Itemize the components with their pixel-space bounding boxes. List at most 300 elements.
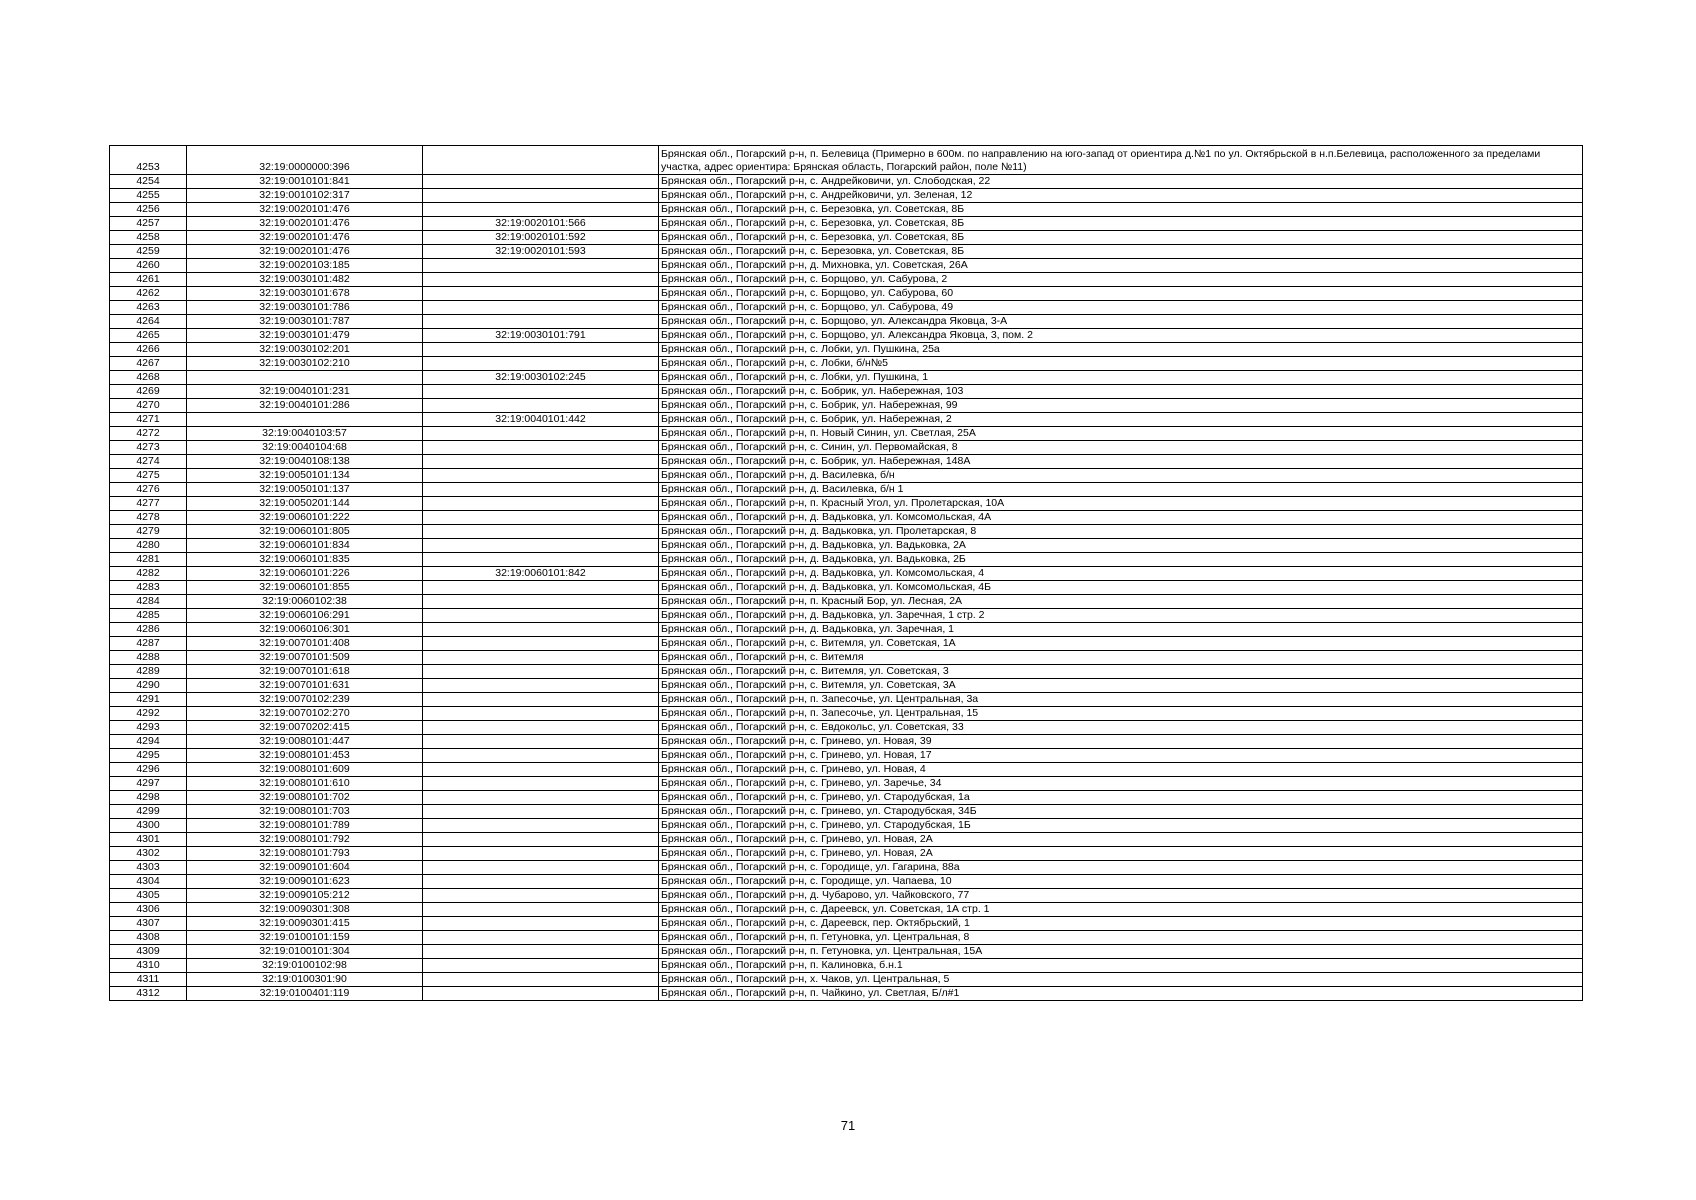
cell-cadastral-number: 32:19:0100301:90	[187, 973, 423, 987]
cell-address: Брянская обл., Погарский р-н, с. Борщово, ул. Сабурова, 49	[659, 301, 1583, 315]
cell-cadastral-number-2	[423, 357, 659, 371]
cell-cadastral-number: 32:19:0080101:789	[187, 819, 423, 833]
cell-cadastral-number-2	[423, 609, 659, 623]
table-row	[110, 805, 1583, 819]
cell-number: 4295	[110, 749, 187, 763]
cell-address: Брянская обл., Погарский р-н, п. Новый Синин, ул. Светлая, 25А	[659, 427, 1583, 441]
table-row	[110, 833, 1583, 847]
cell-cadastral-number-2	[423, 833, 659, 847]
cell-address: Брянская обл., Погарский р-н, с. Городище, ул. Чапаева, 10	[659, 875, 1583, 889]
table-row	[110, 889, 1583, 903]
table-row	[110, 903, 1583, 917]
cell-number: 4272	[110, 427, 187, 441]
cell-cadastral-number: 32:19:0060101:222	[187, 511, 423, 525]
cell-cadastral-number-2	[423, 385, 659, 399]
cell-cadastral-number-2	[423, 959, 659, 973]
cell-address: Брянская обл., Погарский р-н, с. Березовка, ул. Советская, 8Б	[659, 245, 1583, 259]
table-row	[110, 735, 1583, 749]
cell-address: Брянская обл., Погарский р-н, п. Чайкино, ул. Светлая, Б/л#1	[659, 987, 1583, 1001]
cell-number: 4261	[110, 273, 187, 287]
cell-cadastral-number: 32:19:0030101:482	[187, 273, 423, 287]
cell-cadastral-number-2	[423, 777, 659, 791]
cell-number: 4274	[110, 455, 187, 469]
cell-cadastral-number: 32:19:0060106:291	[187, 609, 423, 623]
cell-number: 4310	[110, 959, 187, 973]
cell-cadastral-number-2	[423, 819, 659, 833]
cell-cadastral-number: 32:19:0000000:396	[187, 146, 423, 175]
table-row	[110, 427, 1583, 441]
cell-address: Брянская обл., Погарский р-н, с. Бобрик, ул. Набережная, 99	[659, 399, 1583, 413]
table-row	[110, 203, 1583, 217]
cell-address: Брянская обл., Погарский р-н, д. Василевка, б/н 1	[659, 483, 1583, 497]
cell-cadastral-number-2	[423, 189, 659, 203]
cell-address: Брянская обл., Погарский р-н, с. Лобки, ул. Пушкина, 1	[659, 371, 1583, 385]
cell-cadastral-number-2	[423, 455, 659, 469]
cell-address: Брянская обл., Погарский р-н, с. Бобрик, ул. Набережная, 148А	[659, 455, 1583, 469]
cell-address: Брянская обл., Погарский р-н, с. Березовка, ул. Советская, 8Б	[659, 231, 1583, 245]
cell-cadastral-number: 32:19:0060101:226	[187, 567, 423, 581]
cell-cadastral-number-2	[423, 259, 659, 273]
cell-address: Брянская обл., Погарский р-н, с. Лобки, ул. Пушкина, 25а	[659, 343, 1583, 357]
cell-cadastral-number: 32:19:0080101:610	[187, 777, 423, 791]
table-row	[110, 301, 1583, 315]
cell-address: Брянская обл., Погарский р-н, п. Калиновка, б.н.1	[659, 959, 1583, 973]
cell-number: 4291	[110, 693, 187, 707]
table-row	[110, 931, 1583, 945]
registry-table	[109, 145, 1583, 1001]
table-row	[110, 399, 1583, 413]
cell-cadastral-number-2	[423, 889, 659, 903]
cell-cadastral-number: 32:19:0080101:703	[187, 805, 423, 819]
cell-address: Брянская обл., Погарский р-н, с. Гринево, ул. Новая, 2А	[659, 847, 1583, 861]
cell-cadastral-number: 32:19:0070101:408	[187, 637, 423, 651]
cell-number: 4253	[110, 146, 187, 175]
cell-cadastral-number: 32:19:0090301:308	[187, 903, 423, 917]
cell-address: Брянская обл., Погарский р-н, с. Дареевск, ул. Советская, 1А стр. 1	[659, 903, 1583, 917]
table-row	[110, 707, 1583, 721]
cell-address: Брянская обл., Погарский р-н, х. Чаков, ул. Центральная, 5	[659, 973, 1583, 987]
table-row	[110, 749, 1583, 763]
cell-cadastral-number-2	[423, 595, 659, 609]
table-row	[110, 525, 1583, 539]
cell-address: Брянская обл., Погарский р-н, д. Вадьковка, ул. Заречная, 1	[659, 623, 1583, 637]
cell-address: Брянская обл., Погарский р-н, с. Бобрик, ул. Набережная, 103	[659, 385, 1583, 399]
cell-cadastral-number: 32:19:0040101:231	[187, 385, 423, 399]
cell-cadastral-number	[187, 371, 423, 385]
cell-address: Брянская обл., Погарский р-н, с. Витемля, ул. Советская, 3А	[659, 679, 1583, 693]
cell-cadastral-number-2	[423, 497, 659, 511]
cell-cadastral-number-2	[423, 623, 659, 637]
table-row	[110, 945, 1583, 959]
cell-number: 4270	[110, 399, 187, 413]
cell-address: Брянская обл., Погарский р-н, с. Гринево, ул. Стародубская, 1а	[659, 791, 1583, 805]
cell-cadastral-number: 32:19:0020101:476	[187, 245, 423, 259]
table-row	[110, 651, 1583, 665]
cell-cadastral-number-2	[423, 581, 659, 595]
cell-address: Брянская обл., Погарский р-н, с. Борщово, ул. Сабурова, 60	[659, 287, 1583, 301]
cell-cadastral-number-2	[423, 707, 659, 721]
table-row	[110, 623, 1583, 637]
cell-number: 4286	[110, 623, 187, 637]
cell-cadastral-number: 32:19:0060106:301	[187, 623, 423, 637]
cell-number: 4256	[110, 203, 187, 217]
cell-cadastral-number-2	[423, 203, 659, 217]
cell-address: Брянская обл., Погарский р-н, с. Витемля, ул. Советская, 1А	[659, 637, 1583, 651]
cell-address: Брянская обл., Погарский р-н, с. Гринево, ул. Стародубская, 34Б	[659, 805, 1583, 819]
cell-number: 4290	[110, 679, 187, 693]
cell-number: 4289	[110, 665, 187, 679]
cell-cadastral-number-2: 32:19:0040101:442	[423, 413, 659, 427]
table-row	[110, 385, 1583, 399]
cell-cadastral-number: 32:19:0080101:792	[187, 833, 423, 847]
cell-number: 4265	[110, 329, 187, 343]
cell-number: 4255	[110, 189, 187, 203]
table-row	[110, 469, 1583, 483]
cell-cadastral-number-2	[423, 917, 659, 931]
cell-cadastral-number-2	[423, 861, 659, 875]
cell-number: 4281	[110, 553, 187, 567]
cell-cadastral-number: 32:19:0050101:134	[187, 469, 423, 483]
cell-address: Брянская обл., Погарский р-н, с. Витемля	[659, 651, 1583, 665]
table-row	[110, 539, 1583, 553]
cell-number: 4299	[110, 805, 187, 819]
cell-number: 4307	[110, 917, 187, 931]
cell-cadastral-number: 32:19:0070101:618	[187, 665, 423, 679]
cell-cadastral-number-2	[423, 805, 659, 819]
cell-cadastral-number: 32:19:0020101:476	[187, 217, 423, 231]
cell-number: 4287	[110, 637, 187, 651]
cell-cadastral-number: 32:19:0040103:57	[187, 427, 423, 441]
cell-address: Брянская обл., Погарский р-н, с. Дареевск, пер. Октябрьский, 1	[659, 917, 1583, 931]
cell-cadastral-number: 32:19:0090101:604	[187, 861, 423, 875]
cell-cadastral-number-2	[423, 637, 659, 651]
cell-address: Брянская обл., Погарский р-н, д. Михновка, ул. Советская, 26А	[659, 259, 1583, 273]
cell-cadastral-number: 32:19:0070101:509	[187, 651, 423, 665]
cell-cadastral-number-2	[423, 511, 659, 525]
cell-number: 4288	[110, 651, 187, 665]
cell-cadastral-number-2: 32:19:0020101:592	[423, 231, 659, 245]
cell-number: 4292	[110, 707, 187, 721]
table-row	[110, 595, 1583, 609]
cell-cadastral-number: 32:19:0050201:144	[187, 497, 423, 511]
cell-address: Брянская обл., Погарский р-н, п. Запесочье, ул. Центральная, 3а	[659, 693, 1583, 707]
cell-number: 4254	[110, 175, 187, 189]
table-row	[110, 553, 1583, 567]
cell-cadastral-number: 32:19:0070102:239	[187, 693, 423, 707]
cell-number: 4305	[110, 889, 187, 903]
cell-number: 4266	[110, 343, 187, 357]
cell-cadastral-number-2	[423, 973, 659, 987]
cell-cadastral-number: 32:19:0080101:447	[187, 735, 423, 749]
cell-number: 4280	[110, 539, 187, 553]
cell-cadastral-number-2	[423, 525, 659, 539]
cell-cadastral-number: 32:19:0100401:119	[187, 987, 423, 1001]
cell-number: 4300	[110, 819, 187, 833]
cell-cadastral-number-2	[423, 693, 659, 707]
cell-cadastral-number-2	[423, 987, 659, 1001]
cell-cadastral-number-2	[423, 469, 659, 483]
cell-cadastral-number: 32:19:0020103:185	[187, 259, 423, 273]
cell-address: Брянская обл., Погарский р-н, д. Вадьковка, ул. Комсомольская, 4Б	[659, 581, 1583, 595]
cell-cadastral-number: 32:19:0020101:476	[187, 203, 423, 217]
cell-cadastral-number-2	[423, 679, 659, 693]
cell-number: 4285	[110, 609, 187, 623]
table-row	[110, 483, 1583, 497]
table-row	[110, 329, 1583, 343]
cell-address: Брянская обл., Погарский р-н, д. Вадьковка, ул. Пролетарская, 8	[659, 525, 1583, 539]
cell-number: 4297	[110, 777, 187, 791]
cell-cadastral-number-2	[423, 749, 659, 763]
cell-address: Брянская обл., Погарский р-н, с. Гринево, ул. Новая, 39	[659, 735, 1583, 749]
cell-number: 4306	[110, 903, 187, 917]
cell-address: Брянская обл., Погарский р-н, с. Гринево, ул. Стародубская, 1Б	[659, 819, 1583, 833]
cell-number: 4267	[110, 357, 187, 371]
cell-number: 4303	[110, 861, 187, 875]
table-row	[110, 763, 1583, 777]
cell-cadastral-number-2	[423, 175, 659, 189]
cell-address: Брянская обл., Погарский р-н, с. Борщово, ул. Сабурова, 2	[659, 273, 1583, 287]
table-row	[110, 413, 1583, 427]
cell-cadastral-number: 32:19:0070101:631	[187, 679, 423, 693]
cell-cadastral-number-2	[423, 721, 659, 735]
table-row	[110, 959, 1583, 973]
cell-address: Брянская обл., Погарский р-н, с. Андрейковичи, ул. Зеленая, 12	[659, 189, 1583, 203]
cell-cadastral-number-2	[423, 427, 659, 441]
cell-cadastral-number: 32:19:0060101:805	[187, 525, 423, 539]
cell-number: 4273	[110, 441, 187, 455]
cell-address: Брянская обл., Погарский р-н, п. Гетуновка, ул. Центральная, 15А	[659, 945, 1583, 959]
cell-number: 4269	[110, 385, 187, 399]
cell-cadastral-number-2	[423, 791, 659, 805]
cell-address: Брянская обл., Погарский р-н, п. Гетуновка, ул. Центральная, 8	[659, 931, 1583, 945]
cell-address: Брянская обл., Погарский р-н, с. Городище, ул. Гагарина, 88а	[659, 861, 1583, 875]
cell-cadastral-number-2: 32:19:0030102:245	[423, 371, 659, 385]
table-row	[110, 146, 1583, 175]
cell-cadastral-number-2	[423, 273, 659, 287]
cell-number: 4298	[110, 791, 187, 805]
table-row	[110, 679, 1583, 693]
cell-cadastral-number: 32:19:0030102:201	[187, 343, 423, 357]
cell-cadastral-number: 32:19:0070102:270	[187, 707, 423, 721]
cell-cadastral-number: 32:19:0100101:304	[187, 945, 423, 959]
cell-number: 4263	[110, 301, 187, 315]
cell-number: 4309	[110, 945, 187, 959]
cell-number: 4279	[110, 525, 187, 539]
cell-cadastral-number-2	[423, 931, 659, 945]
cell-address: Брянская обл., Погарский р-н, с. Гринево, ул. Новая, 17	[659, 749, 1583, 763]
cell-number: 4308	[110, 931, 187, 945]
cell-cadastral-number: 32:19:0060101:855	[187, 581, 423, 595]
table-row	[110, 497, 1583, 511]
cell-cadastral-number-2	[423, 945, 659, 959]
table-row	[110, 175, 1583, 189]
cell-cadastral-number: 32:19:0030101:479	[187, 329, 423, 343]
cell-cadastral-number: 32:19:0040108:138	[187, 455, 423, 469]
cell-address: Брянская обл., Погарский р-н, с. Березовка, ул. Советская, 8Б	[659, 217, 1583, 231]
table-row	[110, 231, 1583, 245]
cell-cadastral-number: 32:19:0090105:212	[187, 889, 423, 903]
cell-cadastral-number: 32:19:0030101:787	[187, 315, 423, 329]
cell-address: Брянская обл., Погарский р-н, д. Вадьковка, ул. Вадьковка, 2А	[659, 539, 1583, 553]
cell-cadastral-number-2	[423, 483, 659, 497]
cell-cadastral-number: 32:19:0030101:786	[187, 301, 423, 315]
cell-cadastral-number-2	[423, 875, 659, 889]
cell-cadastral-number-2: 32:19:0020101:593	[423, 245, 659, 259]
cell-number: 4257	[110, 217, 187, 231]
cell-address: Брянская обл., Погарский р-н, п. Белевица (Примерно в 600м. по направлению на юго-запад от ориентира д.№1 по ул. Октябрьской в н.п.Белевица, расположенного за пределами участка, адрес ориентира: Брянская область, Погарский район, поле №11)	[659, 146, 1583, 175]
cell-number: 4304	[110, 875, 187, 889]
cell-cadastral-number: 32:19:0100101:159	[187, 931, 423, 945]
cell-cadastral-number: 32:19:0010101:841	[187, 175, 423, 189]
cell-cadastral-number: 32:19:0040104:68	[187, 441, 423, 455]
cell-cadastral-number-2	[423, 539, 659, 553]
cell-address: Брянская обл., Погарский р-н, п. Запесочье, ул. Центральная, 15	[659, 707, 1583, 721]
cell-number: 4277	[110, 497, 187, 511]
cell-cadastral-number-2	[423, 441, 659, 455]
cell-address: Брянская обл., Погарский р-н, д. Вадьковка, ул. Заречная, 1 стр. 2	[659, 609, 1583, 623]
table-row	[110, 287, 1583, 301]
cell-cadastral-number	[187, 413, 423, 427]
cell-cadastral-number: 32:19:0060101:835	[187, 553, 423, 567]
cell-address: Брянская обл., Погарский р-н, с. Борщово, ул. Александра Яковца, 3-А	[659, 315, 1583, 329]
table-row	[110, 189, 1583, 203]
cell-cadastral-number: 32:19:0060101:834	[187, 539, 423, 553]
cell-address: Брянская обл., Погарский р-н, с. Евдокольс, ул. Советская, 33	[659, 721, 1583, 735]
cell-cadastral-number-2	[423, 399, 659, 413]
cell-cadastral-number: 32:19:0010102:317	[187, 189, 423, 203]
cell-cadastral-number: 32:19:0080101:793	[187, 847, 423, 861]
registry-table-body	[110, 146, 1583, 1001]
cell-number: 4260	[110, 259, 187, 273]
cell-address: Брянская обл., Погарский р-н, д. Чубарово, ул. Чайковского, 77	[659, 889, 1583, 903]
cell-number: 4302	[110, 847, 187, 861]
cell-address: Брянская обл., Погарский р-н, д. Вадьковка, ул. Комсомольская, 4А	[659, 511, 1583, 525]
table-row	[110, 581, 1583, 595]
cell-number: 4283	[110, 581, 187, 595]
table-row	[110, 609, 1583, 623]
cell-address: Брянская обл., Погарский р-н, с. Лобки, б/н№5	[659, 357, 1583, 371]
cell-number: 4312	[110, 987, 187, 1001]
table-row	[110, 665, 1583, 679]
cell-address: Брянская обл., Погарский р-н, с. Борщово, ул. Александра Яковца, 3, пом. 2	[659, 329, 1583, 343]
cell-address: Брянская обл., Погарский р-н, с. Гринево, ул. Заречье, 34	[659, 777, 1583, 791]
cell-number: 4294	[110, 735, 187, 749]
cell-number: 4268	[110, 371, 187, 385]
table-row	[110, 245, 1583, 259]
page-number: 71	[840, 1118, 856, 1133]
table-row	[110, 315, 1583, 329]
table-row	[110, 721, 1583, 735]
cell-number: 4271	[110, 413, 187, 427]
table-row	[110, 819, 1583, 833]
cell-cadastral-number-2	[423, 763, 659, 777]
cell-cadastral-number-2	[423, 146, 659, 175]
cell-cadastral-number-2	[423, 553, 659, 567]
cell-number: 4259	[110, 245, 187, 259]
table-row	[110, 973, 1583, 987]
table-row	[110, 371, 1583, 385]
table-row	[110, 259, 1583, 273]
cell-address: Брянская обл., Погарский р-н, д. Василевка, б/н	[659, 469, 1583, 483]
cell-cadastral-number: 32:19:0100102:98	[187, 959, 423, 973]
cell-number: 4276	[110, 483, 187, 497]
cell-number: 4264	[110, 315, 187, 329]
cell-cadastral-number: 32:19:0020101:476	[187, 231, 423, 245]
table-row	[110, 273, 1583, 287]
table-row	[110, 343, 1583, 357]
table-row	[110, 357, 1583, 371]
cell-cadastral-number-2: 32:19:0020101:566	[423, 217, 659, 231]
cell-cadastral-number: 32:19:0060102:38	[187, 595, 423, 609]
cell-number: 4278	[110, 511, 187, 525]
cell-cadastral-number-2	[423, 301, 659, 315]
cell-number: 4275	[110, 469, 187, 483]
cell-cadastral-number-2	[423, 903, 659, 917]
cell-cadastral-number-2	[423, 665, 659, 679]
cell-address: Брянская обл., Погарский р-н, с. Бобрик, ул. Набережная, 2	[659, 413, 1583, 427]
table-row	[110, 637, 1583, 651]
cell-cadastral-number: 32:19:0090101:623	[187, 875, 423, 889]
cell-cadastral-number-2	[423, 315, 659, 329]
cell-address: Брянская обл., Погарский р-н, п. Красный Угол, ул. Пролетарская, 10А	[659, 497, 1583, 511]
cell-address: Брянская обл., Погарский р-н, с. Синин, ул. Первомайская, 8	[659, 441, 1583, 455]
cell-address: Брянская обл., Погарский р-н, с. Гринево, ул. Новая, 4	[659, 763, 1583, 777]
cell-cadastral-number-2	[423, 287, 659, 301]
cell-address: Брянская обл., Погарский р-н, с. Гринево, ул. Новая, 2А	[659, 833, 1583, 847]
table-row	[110, 791, 1583, 805]
table-row	[110, 693, 1583, 707]
cell-cadastral-number-2	[423, 735, 659, 749]
cell-number: 4262	[110, 287, 187, 301]
cell-cadastral-number-2: 32:19:0060101:842	[423, 567, 659, 581]
table-row	[110, 861, 1583, 875]
cell-cadastral-number: 32:19:0080101:453	[187, 749, 423, 763]
table-row	[110, 441, 1583, 455]
cell-cadastral-number-2: 32:19:0030101:791	[423, 329, 659, 343]
cell-cadastral-number: 32:19:0030102:210	[187, 357, 423, 371]
cell-cadastral-number-2	[423, 847, 659, 861]
cell-number: 4301	[110, 833, 187, 847]
cell-number: 4284	[110, 595, 187, 609]
cell-cadastral-number: 32:19:0050101:137	[187, 483, 423, 497]
cell-cadastral-number-2	[423, 343, 659, 357]
cell-number: 4282	[110, 567, 187, 581]
cell-cadastral-number-2	[423, 651, 659, 665]
table-row	[110, 847, 1583, 861]
cell-cadastral-number: 32:19:0090301:415	[187, 917, 423, 931]
cell-number: 4293	[110, 721, 187, 735]
cell-address: Брянская обл., Погарский р-н, с. Витемля, ул. Советская, 3	[659, 665, 1583, 679]
table-row	[110, 455, 1583, 469]
cell-address: Брянская обл., Погарский р-н, д. Вадьковка, ул. Комсомольская, 4	[659, 567, 1583, 581]
cell-address: Брянская обл., Погарский р-н, д. Вадьковка, ул. Вадьковка, 2Б	[659, 553, 1583, 567]
table-row	[110, 567, 1583, 581]
cell-cadastral-number: 32:19:0070202:415	[187, 721, 423, 735]
table-row	[110, 777, 1583, 791]
table-row	[110, 511, 1583, 525]
table-row	[110, 217, 1583, 231]
cell-cadastral-number: 32:19:0040101:286	[187, 399, 423, 413]
table-row	[110, 917, 1583, 931]
cell-cadastral-number: 32:19:0080101:702	[187, 791, 423, 805]
table-row	[110, 987, 1583, 1001]
cell-address: Брянская обл., Погарский р-н, п. Красный Бор, ул. Лесная, 2А	[659, 595, 1583, 609]
cell-address: Брянская обл., Погарский р-н, с. Березовка, ул. Советская, 8Б	[659, 203, 1583, 217]
cell-address: Брянская обл., Погарский р-н, с. Андрейковичи, ул. Слободская, 22	[659, 175, 1583, 189]
cell-cadastral-number: 32:19:0030101:678	[187, 287, 423, 301]
table-row	[110, 875, 1583, 889]
cell-number: 4258	[110, 231, 187, 245]
